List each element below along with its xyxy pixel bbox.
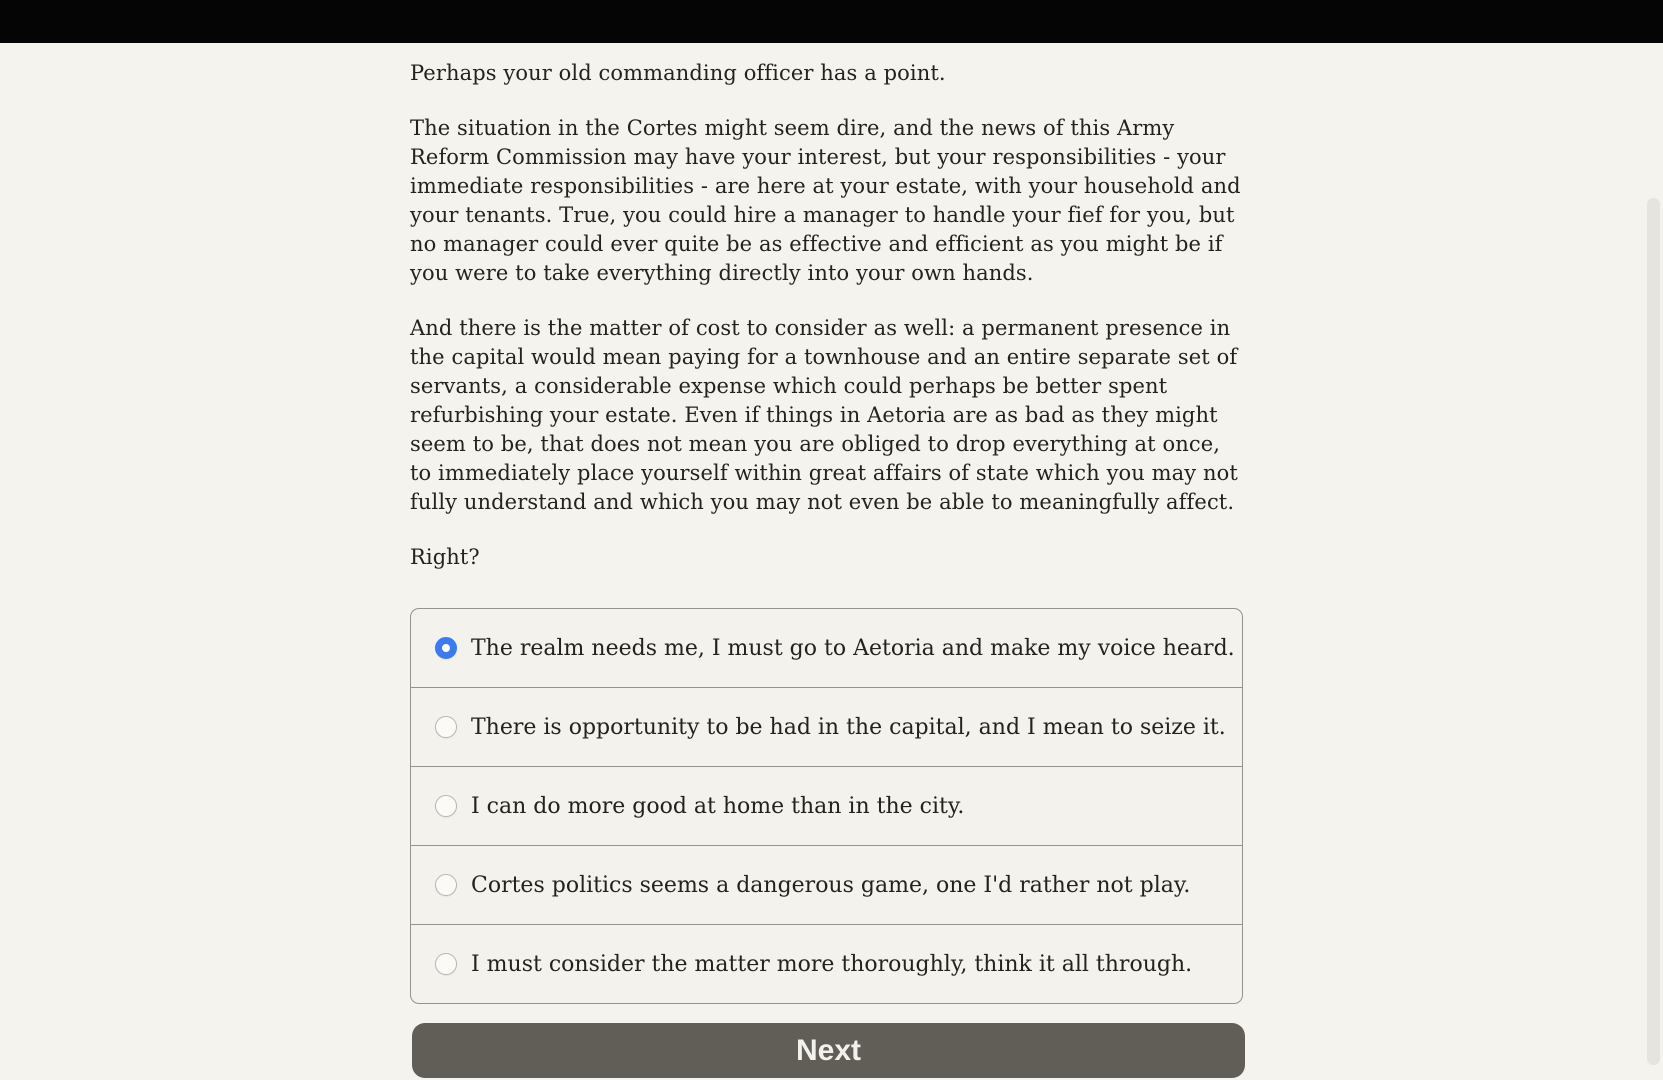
story-paragraph: Perhaps your old commanding officer has a point. <box>410 61 946 85</box>
radio-button[interactable] <box>435 874 457 896</box>
radio-button[interactable] <box>435 953 457 975</box>
radio-button[interactable] <box>435 637 457 659</box>
story-paragraph: The situation in the Cortes might seem dire, and the news of this Army Reform Commission may have your interest, but your responsibilities - your immediate responsibilities - are here at your estate, with your household and your tenants. True, you could hire a manager to handle your fief for you, but no manager could ever quite be as effective and efficient as you might be if you were to take everything directly into your own hands. <box>410 116 1241 285</box>
story-content <box>410 43 1243 1067</box>
choice-option-label: I can do more good at home than in the city. <box>471 793 965 819</box>
choice-option-label: Cortes politics seems a dangerous game, one I'd rather not play. <box>471 872 1191 898</box>
choice-option-label: I must consider the matter more thoroughly, think it all through. <box>471 951 1193 977</box>
choice-option-label: There is opportunity to be had in the capital, and I mean to seize it. <box>471 714 1226 740</box>
choice-option-label: The realm needs me, I must go to Aetoria and make my voice heard. <box>471 635 1235 661</box>
story-paragraph: Right? <box>410 545 480 569</box>
choice-option[interactable] <box>411 766 1242 845</box>
choice-option[interactable] <box>411 924 1242 1003</box>
radio-button[interactable] <box>435 795 457 817</box>
next-button[interactable]: Next <box>412 1023 1245 1078</box>
choice-option[interactable] <box>411 609 1242 687</box>
story-text <box>410 59 1243 572</box>
scrollbar-thumb[interactable] <box>1647 198 1660 1065</box>
choice-option[interactable] <box>411 845 1242 924</box>
choice-option[interactable] <box>411 687 1242 766</box>
story-paragraph: And there is the matter of cost to consider as well: a permanent presence in the capital would mean paying for a townhouse and an entire separate set of servants, a considerable expense which could perhaps be better spent refurbishing your estate. Even if things in Aetoria are as bad as they might seem to be, that does not mean you are obliged to drop everything at once, to immediately place yourself within great affairs of state which you may not fully understand and which you may not even be able to meaningfully affect. <box>410 316 1238 514</box>
top-bar <box>0 0 1663 43</box>
radio-button[interactable] <box>435 716 457 738</box>
choice-list <box>410 608 1243 1004</box>
